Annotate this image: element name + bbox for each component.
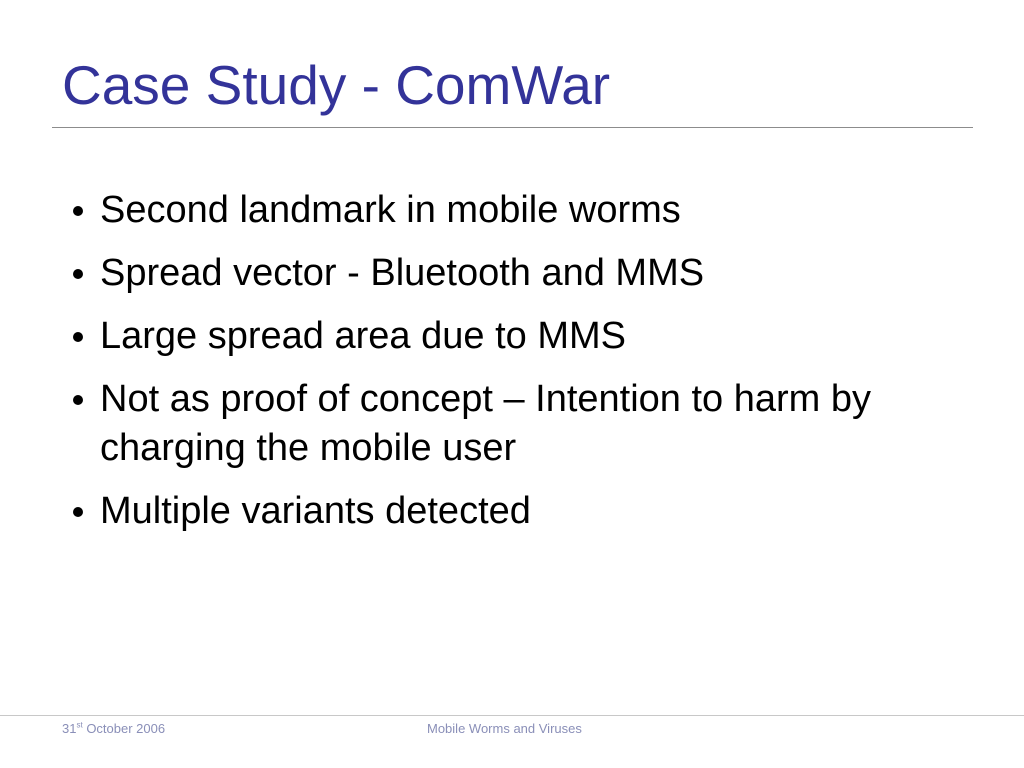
bullet-item <box>73 312 973 361</box>
bullet-item <box>73 487 973 536</box>
footer-date <box>62 721 165 736</box>
bullet-text: Large spread area due to MMS <box>100 315 626 357</box>
bullet-item <box>73 249 973 298</box>
bullet-dot-icon <box>73 395 83 405</box>
title-divider <box>52 127 973 128</box>
footer-date-day: 31 <box>62 721 77 736</box>
slide-title: Case Study - ComWar <box>62 54 611 116</box>
bullet-text: Not as proof of concept – Intention to harm by charging the mobile user <box>100 378 872 469</box>
bullet-text: Spread vector - Bluetooth and MMS <box>100 252 705 294</box>
bullet-item <box>73 186 973 235</box>
footer-date-rest: October 2006 <box>82 721 166 736</box>
bullet-text: Second landmark in mobile worms <box>100 189 681 231</box>
bullet-text: Multiple variants detected <box>100 490 531 532</box>
footer-divider <box>0 715 1024 716</box>
bullet-dot-icon <box>73 269 83 279</box>
bullet-item <box>73 375 973 473</box>
bullet-dot-icon <box>73 507 83 517</box>
bullet-dot-icon <box>73 206 83 216</box>
footer-date-suffix: st <box>76 720 83 730</box>
bullet-dot-icon <box>73 332 83 342</box>
footer-presentation-title: Mobile Worms and Viruses <box>427 721 582 736</box>
bullet-list <box>73 186 973 550</box>
